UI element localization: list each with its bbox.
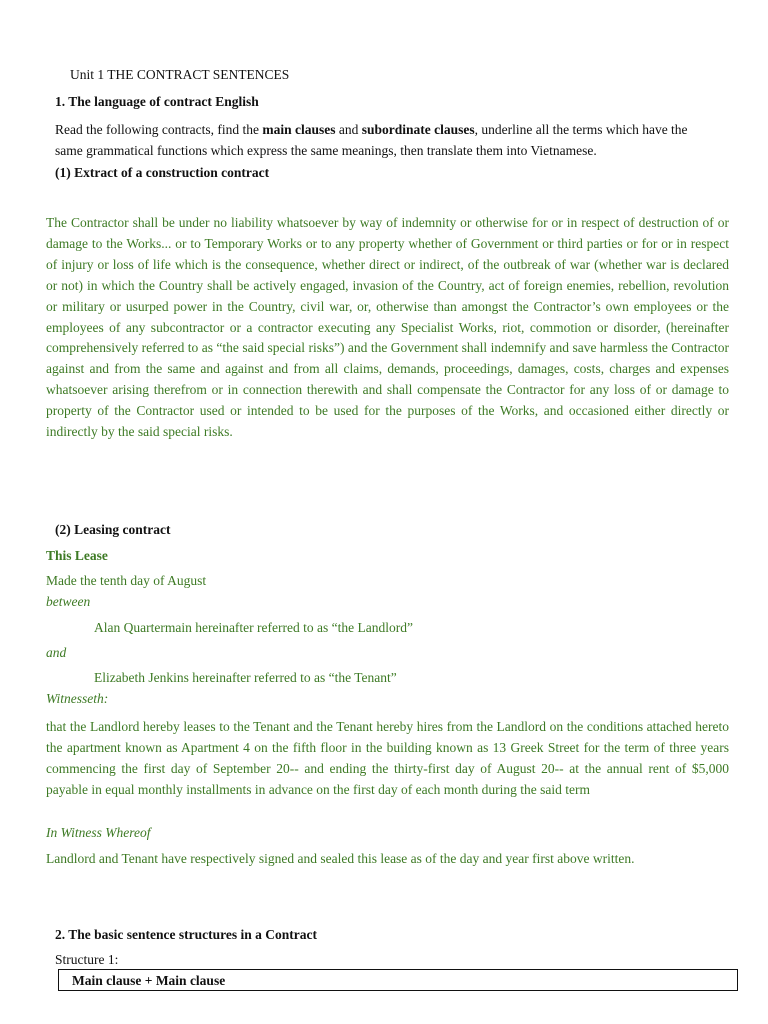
lease-made-date: Made the tenth day of August	[46, 573, 207, 588]
structure-box-text: Main clause + Main clause	[72, 973, 226, 988]
intro-bold-main-clauses: main clauses	[262, 122, 336, 137]
intro-text-3: , underline all the terms which have the same grammatical functions which express the same meanings, then translate them into Vietnamese.	[55, 122, 688, 158]
construction-contract-text: The Contractor shall be under no liability whatsoever by way of indemnity or otherwise for or in respect of destruction of or damage to the Works... or to Temporary Works or to any property whether of Government or third parties or for or in respect of injury or loss of life which is the consequence, whether direct or indirect, of the outbreak of war (whether war is declared or not) in which the Country shall be actively engaged, invasion of the Country, act of foreign enemies, rebellion, revolution or military or usurped power in the Country, civil war, or, otherwise than amongst the Contractor’s own employees or the employees of any subcontractor or a contractor executing any Specialist Works, riot, commotion or disorder, (hereinafter comprehensively referred to as “the said special risks”) and the Government shall indemnify and save harmless the Contractor against and from the same and against and from all claims, demands, proceedings, damages, costs, charges and expenses whatsoever arising therefrom or in connection therewith and shall compensate the Contractor for any loss of or damage to property of the Contractor used or intended to be used for the purposes of the Works, and occasioned either directly or indirectly by the said special risks.	[46, 215, 729, 440]
lease-landlord: Alan Quartermain hereinafter referred to as “the Landlord”	[94, 620, 413, 635]
structure-table-cell	[58, 969, 738, 991]
lease-between: between	[46, 594, 91, 609]
extract-heading-construction: (1) Extract of a construction contract	[55, 165, 270, 180]
intro-bold-subordinate-clauses: subordinate clauses	[361, 122, 475, 137]
section-heading-language: 1. The language of contract English	[55, 94, 259, 109]
lease-title: This Lease	[46, 548, 108, 563]
lease-in-witness-whereof: In Witness Whereof	[46, 825, 151, 840]
instructions-paragraph	[55, 119, 715, 161]
lease-tenant: Elizabeth Jenkins hereinafter referred to as “the Tenant”	[94, 670, 397, 685]
extract-heading-leasing: (2) Leasing contract	[55, 522, 171, 537]
lease-body-text: that the Landlord hereby leases to the Tenant and the Tenant hereby hires from the Landlord on the conditions attached hereto the apartment known as Apartment 4 on the fifth floor in the building known as 13 Greek Street for the term of three years commencing the first day of September 20-- and ending the thirty-first day of August 20-- at the annual rent of $5,000 payable in equal monthly installments in advance on the first day of each month during the said term	[46, 719, 729, 797]
intro-text-1: Read the following contracts, find the	[55, 122, 263, 137]
lease-witnesseth: Witnesseth:	[46, 691, 109, 706]
intro-text-2: and	[335, 122, 362, 137]
section-heading-structures: 2. The basic sentence structures in a Contract	[55, 927, 317, 942]
lease-signed-statement: Landlord and Tenant have respectively signed and sealed this lease as of the day and year first above written.	[46, 851, 635, 866]
unit-title: Unit 1 THE CONTRACT SENTENCES	[70, 67, 290, 82]
structure-label: Structure 1:	[55, 952, 119, 967]
lease-and: and	[46, 645, 67, 660]
